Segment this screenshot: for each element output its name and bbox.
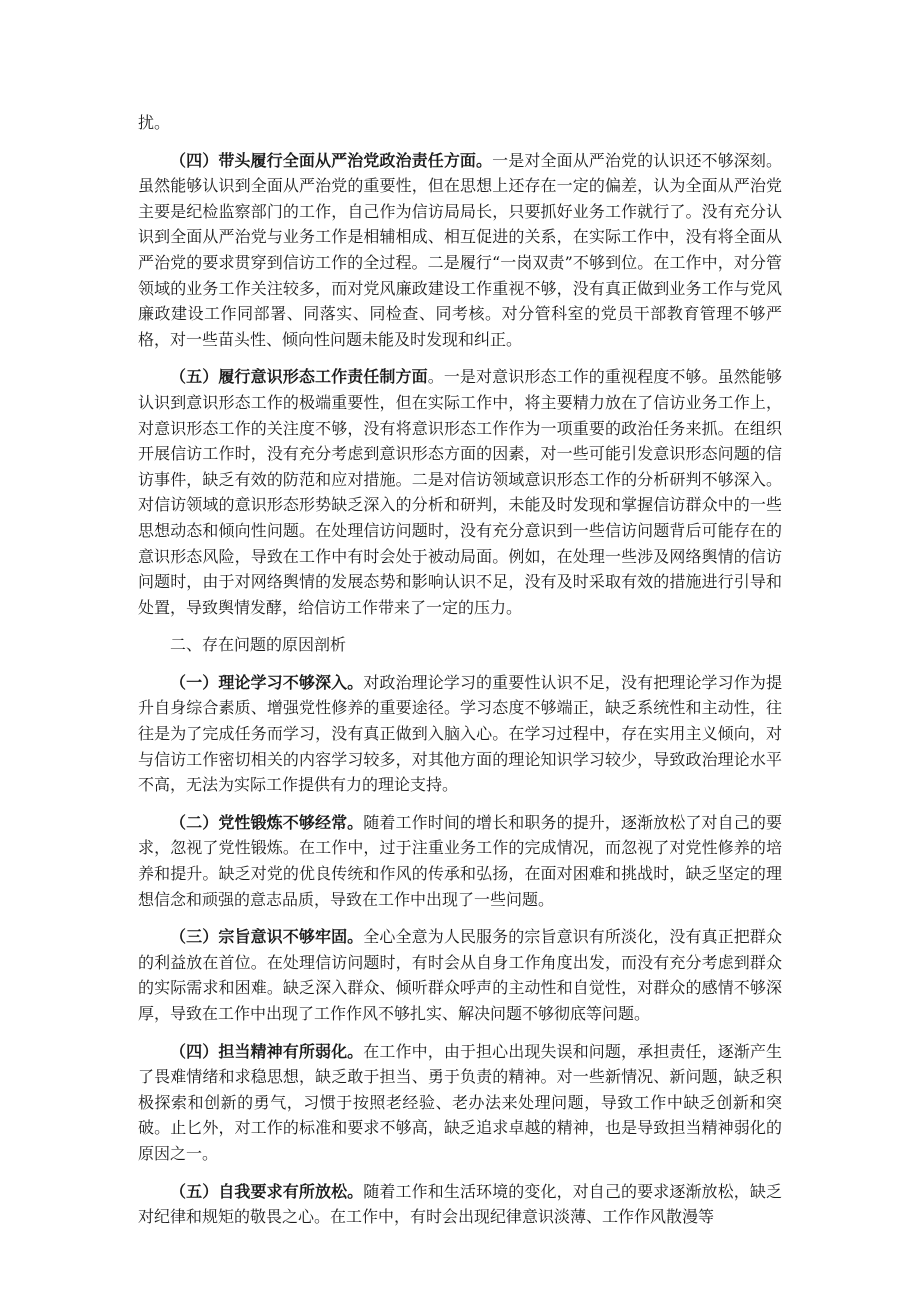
paragraph-body: 。一是对意识形态工作的重视程度不够。虽然能够认识到意识形态工作的极端重要性，但在实际工作中，将主要精力放在了信访业务工作上，对意识形态工作的关注度不够，没有将意识形态工作作为一项重要的政治任务来抓。在组织开展信访工作时，没有充分考虑到意识形态方面的因素，对一些可能引发意识形态问题的信访事件，缺乏有效的防范和应对措施。二是对信访领域意识形态工作的分析研判不够深入。对信访领域的意识形态形势缺乏深入的分析和研判，未能及时发现和掌握信访群众中的一些思想动态和倾向性问题。在处理信访问题时，没有充分意识到一些信访问题背后可能存在的意识形态风险，导致在工作中有时会处于被动局面。例如，在处理一些涉及网络舆情的信访问题时，由于对网络舆情的发展态势和影响认识不足，没有及时采取有效的措施进行引导和处置，导致舆情发酵，给信访工作带来了一定的压力。 xyxy=(138,367,782,617)
paragraph-body: 对政治理论学习的重要性认识不足，没有把理论学习作为提升自身综合素质、增强党性修养的重要途径。学习态度不够端正，缺乏系统性和主动性，往往是为了完成任务而学习，没有真正做到入脑入心。在学习过程中，存在实用主义倾向，对与信访工作密切相关的内容学习较多，对其他方面的理论知识学习较少，导致政治理论水平不高，无法为实际工作提供有力的理论支持。 xyxy=(138,672,782,795)
paragraph-heading: （五）自我要求有所放松。 xyxy=(170,1181,364,1201)
paragraph-heading: （三）宗旨意识不够牢固。 xyxy=(170,927,364,947)
section-2-title: 二、存在问题的原因剖析 xyxy=(170,635,347,655)
paragraph-heading: （二）党性锻炼不够经常。 xyxy=(170,812,364,832)
paragraph-body: 全心全意为人民服务的宗旨意识有所淡化，没有真正把群众的利益放在首位。在处理信访问题时，有时会从自身工作角度出发，而没有充分考虑到群众的实际需求和困难。缺乏深入群众、倾听群众呼声的主动性和自觉性，对群众的感情不够深厚，导致在工作中出现了工作作风不够扎实、解决问题不够彻底等问题。 xyxy=(138,927,782,1023)
paragraph-heading: （一）理论学习不够深入。 xyxy=(170,672,364,692)
paragraph-part2-item-2 xyxy=(138,810,782,912)
paragraph-body: 随着工作时间的增长和职务的提升，逐渐放松了对自己的要求，忽视了党性锻炼。在工作中，过于注重业务工作的完成情况，而忽视了对党性修养的培养和提升。缺乏对党的优良传统和作风的传承和弘扬，在面对困难和挑战时，缺乏坚定的理想信念和顽强的意志品质，导致在工作中出现了一些问题。 xyxy=(138,812,782,909)
paragraph-part2-item-4 xyxy=(138,1039,782,1167)
document-page xyxy=(138,110,782,1242)
paragraph-body: 在工作中，由于担心出现失误和问题，承担责任，逐渐产生了畏难情绪和求稳思想，缺乏敢于担当、勇于负责的精神。对一些新情况、新问题，缺乏积极探索和创新的勇气，习惯于按照老经验、老办法来处理问题，导致工作中缺乏创新和突破。止匕外，对工作的标准和要求不够高，缺乏追求卓越的精神，也是导致担当精神弱化的原因之一。 xyxy=(138,1041,782,1163)
paragraph-part2-item-1 xyxy=(138,670,782,798)
paragraph-heading: （四）担当精神有所弱化。 xyxy=(170,1041,364,1061)
paragraph-part1-item-5 xyxy=(138,364,782,620)
paragraph-part2-item-3 xyxy=(138,924,782,1026)
paragraph-part2-item-5 xyxy=(138,1179,782,1230)
paragraph-body: 随着工作和生活环境的变化，对自己的要求逐渐放松，缺乏对纪律和规矩的敬畏之心。在工作中，有时会出现纪律意识淡薄、工作作风散漫等 xyxy=(138,1181,782,1227)
paragraph-part1-item-4 xyxy=(138,148,782,353)
paragraph-heading: （五）履行意识形态工作责任制方面 xyxy=(170,367,428,387)
paragraph-body: 一是对全面从严治党的认识还不够深刻。虽然能够认识到全面从严治党的重要性，但在思想上还存在一定的偏差，认为全面从严治党主要是纪检监察部门的工作，自己作为信访局局长，只要抓好业务工作就行了。没有充分认识到全面从严治党与业务工作是相辅相成、相互促进的关系，在实际工作中，没有将全面从严治党的要求贯穿到信访工作的全过程。二是履行“一岗双责”不够到位。在工作中，对分管领域的业务工作关注较多，而对党风廉政建设工作重视不够，没有真正做到业务工作与党风廉政建设工作同部署、同落实、同检查、同考核。对分管科室的党员干部教育管理不够严格，对一些苗头性、倾向性问题未能及时发现和纠正。 xyxy=(138,150,782,349)
paragraph-heading: （四）带头履行全面从严治党政治责任方面。 xyxy=(170,150,493,170)
carryover-paragraph: 扰。 xyxy=(138,113,171,132)
